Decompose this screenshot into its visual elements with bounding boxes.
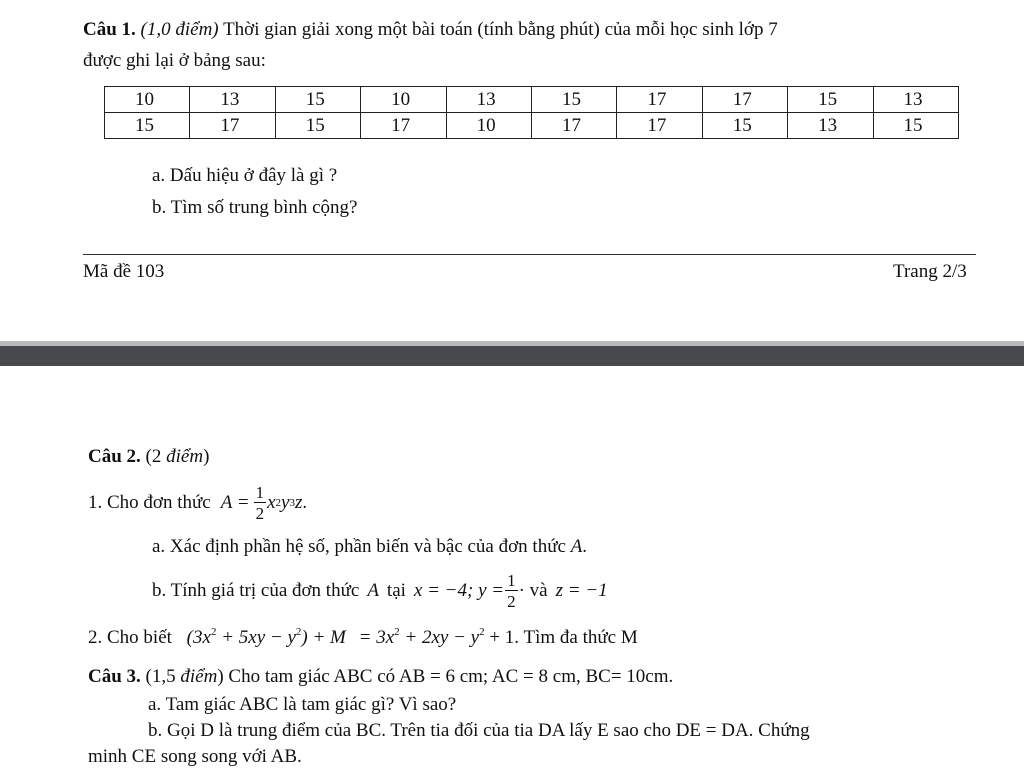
table-cell: 15 [702,113,787,139]
q2-mono-fraction [254,484,267,522]
table-cell: 15 [275,113,360,139]
table-cell: 10 [105,87,190,113]
q1-label: Câu 1. [83,19,136,40]
q2-part-b-prefix: b. Tính giá trị của đơn thức [152,580,360,601]
exp: 2 [394,626,400,638]
q2-points-it: điểm [166,446,204,467]
q1-part-b: b. Tìm số trung bình cộng? [152,197,358,218]
q1-header [83,19,778,41]
table-cell: 17 [531,113,616,139]
table-row [105,87,959,113]
table-cell: 10 [446,113,531,139]
q2-part-a [152,536,587,558]
mono-var-y: y [281,492,290,513]
q2-part-b-fraction [505,572,518,610]
table-cell: 17 [702,87,787,113]
q2-item2-end: + 1. [484,627,520,648]
page-number: Trang 2/3 [893,261,967,282]
frac-numerator: 1 [255,483,265,502]
table-cell: 13 [446,87,531,113]
q2-points-open: (2 [145,446,167,467]
q2-item1-prefix: 1. Cho đơn thức [88,492,211,513]
table-row [105,113,959,139]
frac-numerator: 1 [507,571,516,590]
q2-part-b-z: z = −1 [555,580,608,601]
mono-var-x: x [267,492,276,513]
q2-part-b-x: x = −4; y = [413,580,505,601]
q2-item1 [88,478,307,528]
q3-part-b-line2: minh CE song song với AB. [88,746,302,767]
exp: 2 [479,626,485,638]
table-cell: 17 [617,113,702,139]
q1-points: (1,0 điểm) [140,19,219,40]
q2-part-a-var: A [570,536,583,557]
q2-item2-prefix: 2. Cho biết [88,627,172,648]
q2-item2 [88,626,638,649]
table-cell: 17 [361,113,446,139]
table-cell: 13 [190,87,275,113]
table-cell: 15 [105,113,190,139]
q1-text-line1: Thời gian giải xong một bài toán (tính bằng phút) của mỗi học sinh lớp 7 [223,19,778,40]
q3-points-open: (1,5 [145,666,181,687]
exp: 2 [295,626,302,638]
frac-denominator: 2 [255,504,265,523]
q2-item2-text: Tìm đa thức M [523,627,638,648]
q3-points-close: ) [217,666,224,687]
table-cell: 15 [531,87,616,113]
frac-denominator: 2 [507,592,516,611]
q2-mono-lhs: A = [220,492,250,513]
q3-header [88,666,673,688]
q3-part-a: a. Tam giác ABC là tam giác gì? Vì sao? [148,694,457,715]
q3-points-it: điểm [180,666,218,687]
q3-text: Cho tam giác ABC có AB = 6 cm; AC = 8 cm, BC= 10cm. [228,666,674,687]
mono-var-z: z [294,492,303,513]
q1-text-line2: được ghi lại ở bảng sau: [83,50,266,71]
q1-part-a: a. Dấu hiệu ở đây là gì ? [152,165,338,186]
q2-part-a-end: . [582,536,588,557]
table-cell: 17 [617,87,702,113]
table-cell: 13 [788,113,873,139]
table-cell: 15 [873,113,958,139]
exam-code: Mã đề 103 [83,261,165,282]
exp: 2 [210,626,217,638]
page-separator [0,346,1024,366]
q2-item2-close: ) + M [301,627,346,648]
table-cell: 15 [788,87,873,113]
q2-points-close: ) [203,446,210,467]
q2-part-b-var: A [367,580,379,601]
q3-part-b-line1: b. Gọi D là trung điểm của BC. Trên tia đối của tia DA lấy E sao cho DE = DA. Chứng [148,720,810,741]
q2-part-a-text: a. Xác định phần hệ số, phần biến và bậc của đơn thức [152,536,566,557]
q2-part-b [152,566,608,616]
mono-dot: . [302,492,308,513]
table-cell: 10 [361,87,446,113]
q2-header [88,446,209,468]
table-cell: 13 [873,87,958,113]
table-cell: 15 [275,87,360,113]
q2-part-b-tai: tại [386,580,406,601]
q3-label: Câu 3. [88,666,141,687]
q2-item2-lhs: (3x [186,627,211,648]
table-cell: 17 [190,113,275,139]
q2-label: Câu 2. [88,446,141,467]
q2-item2-rhs: + 2xy − y [399,627,480,648]
q2-part-b-va: · và [518,580,548,601]
data-table [104,86,959,139]
q2-item2-eq: = 3x [358,627,395,648]
mono-exp-x: 2 [275,497,282,509]
mono-exp-y: 3 [289,497,295,509]
q2-item2-mid: + 5xy − y [216,627,296,648]
footer-rule [83,254,976,255]
